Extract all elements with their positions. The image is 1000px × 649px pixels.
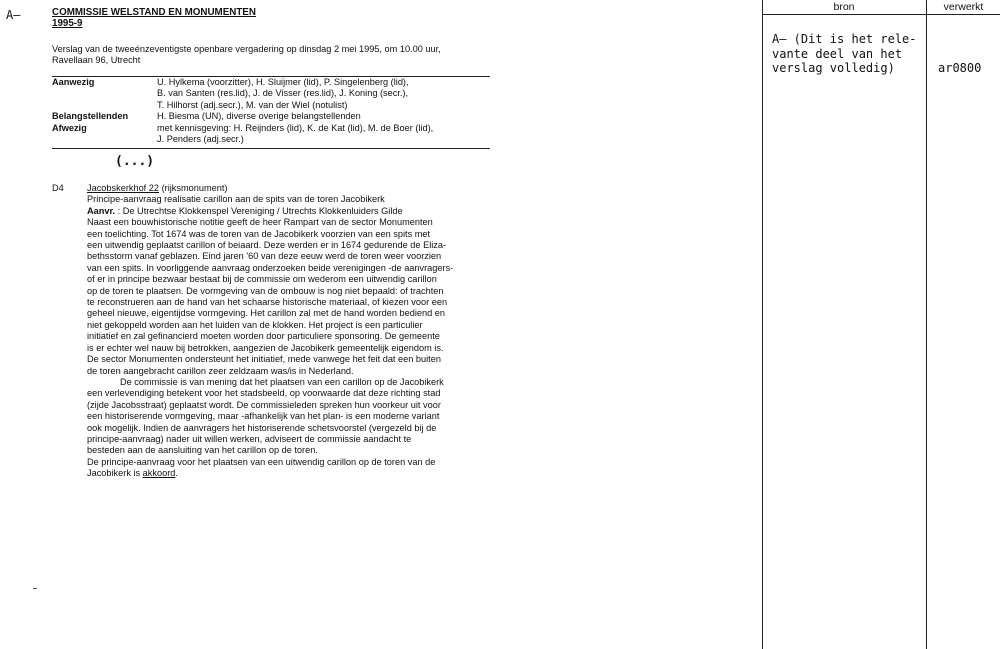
side-panel-header-rule (762, 14, 1000, 15)
paragraph-line: is er echter wel nauw bij betrokken, aangezien de Jacobikerk gemeentelijk eigendom is. (87, 342, 444, 353)
paragraph-line: de toren aangebracht carillon zeer zeldzaam was/is in Nederland. (87, 365, 354, 376)
scan-mark (33, 588, 37, 589)
paragraph-line: op de toren te plaatsen. De vormgeving van de ombouw is nog niet bepaald: of trachten (87, 285, 444, 296)
attendance-row (52, 77, 492, 88)
attendance-bottom-rule (52, 148, 490, 149)
paragraph-line: De sector Monumenten ondersteunt het initiatief, mede vanwege het feit dat een buiten (87, 354, 441, 365)
attendance-label: Aanwezig (52, 77, 95, 87)
item-applicant-text: : De Utrechtse Klokkenspel Vereniging / Utrechts Klokkenluiders Gilde (117, 205, 403, 216)
side-panel-left-border (762, 0, 763, 649)
col-header-bron: bron (833, 1, 855, 13)
paragraph-line: een toelichting. Tot 1674 was de toren van de Jacobikerk voorzien van een spits met (87, 228, 431, 239)
item-body (87, 183, 497, 480)
attendance-row (52, 111, 492, 122)
paragraph-line: geheel nieuwe, eigentijdse vormgeving. Het carillon zal met de hand worden bediend en (87, 308, 446, 319)
paragraph-line: De commissie is van mening dat het plaatsen van een carillon op de Jacobikerk (120, 376, 444, 387)
attendance-table (52, 77, 492, 145)
item-code: D4 (52, 183, 64, 193)
attendance-text: U. Hylkema (voorzitter), H. Sluijmer (lid), P. Singelenberg (lid), (157, 77, 409, 87)
paragraph-line: van een spits. In voorliggende aanvraag onderzoeken beide verenigingen -de aanvragers- (87, 262, 454, 273)
attendance-row (52, 88, 492, 99)
ellipsis: (...) (115, 154, 155, 169)
attendance-text: met kennisgeving: H. Reijnders (lid), K. de Kat (lid), M. de Boer (lid), (157, 122, 434, 133)
item-subject: Principe-aanvraag realisatie carillon aan de spits van de toren Jacobikerk (87, 194, 385, 205)
conclusion-text: Jacobikerk is (87, 468, 141, 479)
paragraph-line: principe-aanvraag) nader uit willen werken, adviseert de commissie aandacht te (87, 433, 412, 444)
verdict: akkoord (142, 468, 176, 479)
item-paragraph-1 (87, 217, 497, 377)
col-header-verwerkt: verwerkt (943, 1, 984, 13)
item-applicant-label: Aanvr. (87, 205, 116, 216)
attendance-row (52, 100, 492, 111)
paragraph-line: te reconstrueren aan de hand van het schaarse historische materiaal, of kiezen voor een (87, 297, 448, 308)
doc-year: 1995-9 (52, 18, 83, 29)
attendance-text: B. van Santen (res.lid), J. de Visser (res.lid), J. Koning (secr.), (157, 88, 409, 99)
conclusion-line-1: De principe-aanvraag voor het plaatsen van een uitwendig carillon op de toren van de (87, 456, 436, 467)
paragraph-line: bethsstorm vanaf geblazen. Eind jaren '60 van deze eeuw werd de toren weer voorzien (87, 251, 442, 262)
attendance-text: J. Penders (adj.secr.) (157, 133, 244, 144)
paragraph-line: een verlevendiging betekent voor het stadsbeeld, op voorwaarde dat deze richting stad (87, 388, 441, 399)
paragraph-line: initiatief en zal gefinancierd moeten worden door particuliere sponsoring. De gemeente (87, 331, 440, 342)
attendance-text: H. Biesma (UN), diverse overige belangstellenden (157, 111, 361, 122)
paragraph-line: (zijde Jacobsstraat) geplaatst wordt. De commissieleden spreken hun voorkeur uit voor (87, 399, 441, 410)
paragraph-line: besteden aan de aansluiting van het carillon op de toren. (87, 445, 318, 456)
intro-line-1: Verslag van de tweeénzeventigste openbare vergadering op dinsdag 2 mei 1995, om 10.00 uur, (52, 44, 441, 54)
intro-line-2: Ravellaan 96, Utrecht (52, 55, 141, 65)
conclusion-period: . (175, 468, 178, 479)
attendance-row (52, 134, 492, 145)
bron-note (772, 32, 917, 76)
paragraph-line: een historiserende vormgeving, maar -afhankelijk van het plan- is een moderne variant (87, 411, 440, 422)
item-applicant-line (87, 206, 497, 217)
marker-a: A– (6, 8, 21, 22)
bron-note-line: vante deel van het (772, 46, 903, 61)
conclusion-line-2 (87, 468, 497, 479)
attendance-label: Belangstellenden (52, 111, 129, 122)
attendance-label: Afwezig (52, 122, 87, 133)
paragraph-line: een uitwendig geplaatst carillon of beiaard. Deze werden er in 1674 gedurende de Eliza- (87, 240, 447, 251)
attendance-text: T. Hilhorst (adj.secr.), M. van der Wiel (notulist) (157, 99, 348, 110)
bron-note-line: A– (Dit is het rele- (772, 32, 917, 46)
item-address: Jacobskerkhof 22 (87, 183, 160, 193)
paragraph-line: niet gekoppeld worden aan het luiden van de klokken. Het project is een particulier (87, 319, 423, 330)
attendance-row (52, 123, 492, 134)
item-address-note: (rijksmonument) (161, 183, 228, 193)
verwerkt-code: ar0800 (938, 61, 982, 75)
paragraph-line: of er in principe bezwaar bestaat bij de commissie om wederom een uitwendig carillon (87, 274, 437, 285)
item-address-line (87, 183, 497, 194)
doc-title: COMMISSIE WELSTAND EN MONUMENTEN (52, 7, 256, 18)
side-panel-column-divider (926, 0, 927, 649)
bron-note-line: verslag volledig) (772, 61, 895, 75)
item-paragraph-2 (87, 377, 497, 457)
paragraph-line: Naast een bouwhistorische notitie geeft de heer Rampart van de sector Monumenten (87, 217, 433, 228)
paragraph-line: ook mogelijk. Indien de aanvragers het historiserende schetsvoorstel (vergezeld bij de (87, 422, 437, 433)
